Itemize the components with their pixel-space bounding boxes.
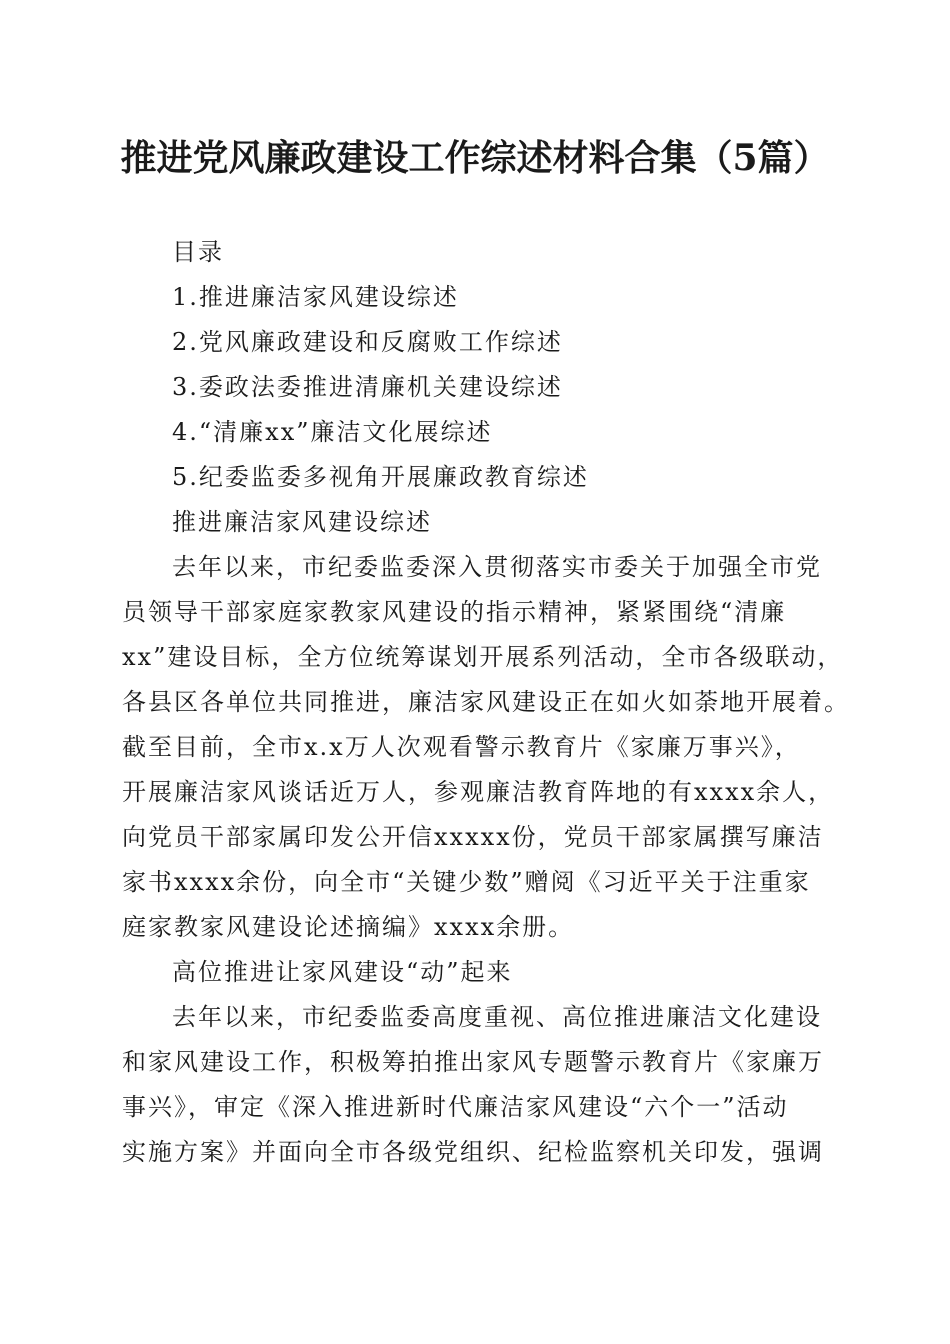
paragraph-line: 向党员干部家属印发公开信xxxxx份，党员干部家属撰写廉洁 bbox=[122, 823, 824, 851]
paragraph-line: 员领导干部家庭家教家风建设的指示精神，紧紧围绕“清廉 bbox=[122, 598, 787, 626]
paragraph-line: 实施方案》并面向全市各级党组织、纪检监察机关印发，强调 bbox=[122, 1138, 824, 1166]
paragraph-line: 事兴》，审定《深入推进新时代廉洁家风建设“六个一”活动 bbox=[122, 1093, 789, 1121]
document-body bbox=[122, 230, 850, 1175]
paragraph-line: 庭家教家风建设论述摘编》xxxx余册。 bbox=[122, 913, 575, 941]
toc-item-1: 1.推进廉洁家风建设综述 bbox=[172, 283, 459, 311]
paragraph-line: xx”建设目标，全方位统筹谋划开展系列活动，全市各级联动， bbox=[122, 643, 844, 671]
paragraph-1 bbox=[122, 545, 850, 950]
paragraph-line: 和家风建设工作，积极筹拍推出家风专题警示教育片《家廉万 bbox=[122, 1048, 824, 1076]
paragraph-line: 截至目前，全市x.x万人次观看警示教育片《家廉万事兴》， bbox=[122, 733, 801, 761]
paragraph-line: 去年以来，市纪委监委高度重视、高位推进廉洁文化建设 bbox=[172, 1003, 822, 1031]
paragraph-line: 去年以来，市纪委监委深入贯彻落实市委关于加强全市党 bbox=[172, 553, 822, 581]
paragraph-2 bbox=[122, 995, 832, 1175]
document-title: 推进党风廉政建设工作综述材料合集（5篇） bbox=[120, 137, 830, 179]
section-title: 推进廉洁家风建设综述 bbox=[172, 508, 432, 536]
toc-heading: 目录 bbox=[172, 238, 224, 266]
paragraph-line: 各县区各单位共同推进，廉洁家风建设正在如火如荼地开展着。 bbox=[122, 688, 850, 716]
subheading: 高位推进让家风建设“动”起来 bbox=[172, 958, 513, 986]
toc-item-4: 4.“清廉xx”廉洁文化展综述 bbox=[172, 418, 493, 446]
toc-item-3: 3.委政法委推进清廉机关建设综述 bbox=[172, 373, 563, 401]
paragraph-line: 家书xxxx余份，向全市“关键少数”赠阅《习近平关于注重家 bbox=[122, 868, 811, 896]
toc-item-2: 2.党风廉政建设和反腐败工作综述 bbox=[172, 328, 563, 356]
toc-item-5: 5.纪委监委多视角开展廉政教育综述 bbox=[172, 463, 589, 491]
paragraph-line: 开展廉洁家风谈话近万人，参观廉洁教育阵地的有xxxx余人， bbox=[122, 778, 835, 806]
